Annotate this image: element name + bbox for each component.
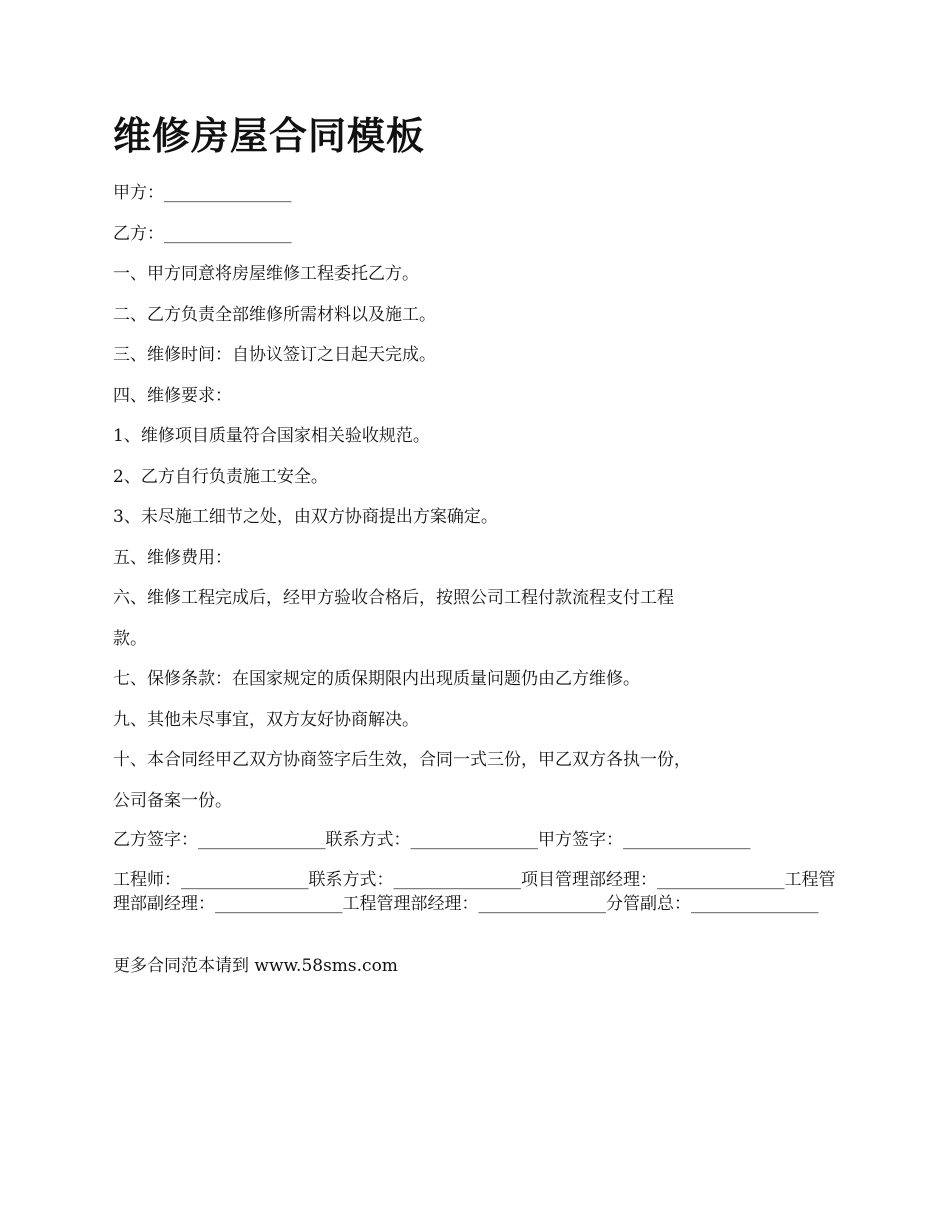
requirement-2: 2、乙方自行负责施工安全。: [113, 467, 328, 487]
clause-10: 十、本合同经甲乙双方协商签字后生效，合同一式三份，甲乙双方各执一份，: [113, 750, 691, 770]
clause-2: 二、乙方负责全部维修所需材料以及施工。: [113, 305, 436, 325]
clause-5: 五、维修费用：: [113, 548, 232, 568]
clause-6-continued: 款。: [113, 629, 147, 649]
clause-1: 一、甲方同意将房屋维修工程委托乙方。: [113, 264, 419, 284]
clause-4: 四、维修要求：: [113, 386, 232, 406]
requirement-1: 1、维修项目质量符合国家相关验收规范。: [113, 426, 430, 446]
staff-signature-block: 工程师：_______________联系方式：_______________项目管理部经理：_______________工程管理部副经理：_______________工程管理部经理：_______________分管副总：_______________: [113, 870, 836, 914]
party-a-line: 甲方：_______________: [113, 183, 292, 203]
clause-9: 九、其他未尽事宜，双方友好协商解决。: [113, 710, 419, 730]
clause-7: 七、保修条款：在国家规定的质保期限内出现质量问题仍由乙方维修。: [113, 669, 640, 689]
clause-10-continued: 公司备案一份。: [113, 791, 232, 811]
party-b-line: 乙方：_______________: [113, 224, 292, 244]
clause-6: 六、维修工程完成后，经甲方验收合格后，按照公司工程付款流程支付工程: [113, 588, 674, 608]
clause-3: 三、维修时间：自协议签订之日起天完成。: [113, 345, 436, 365]
footer-link-text: 更多合同范本请到 www.58sms.com: [113, 956, 398, 976]
requirement-3: 3、未尽施工细节之处，由双方协商提出方案确定。: [113, 507, 498, 527]
document-title: 维修房屋合同模板: [113, 113, 426, 158]
signature-line: 乙方签字：_______________联系方式：_______________甲方签字：_______________: [113, 830, 751, 850]
